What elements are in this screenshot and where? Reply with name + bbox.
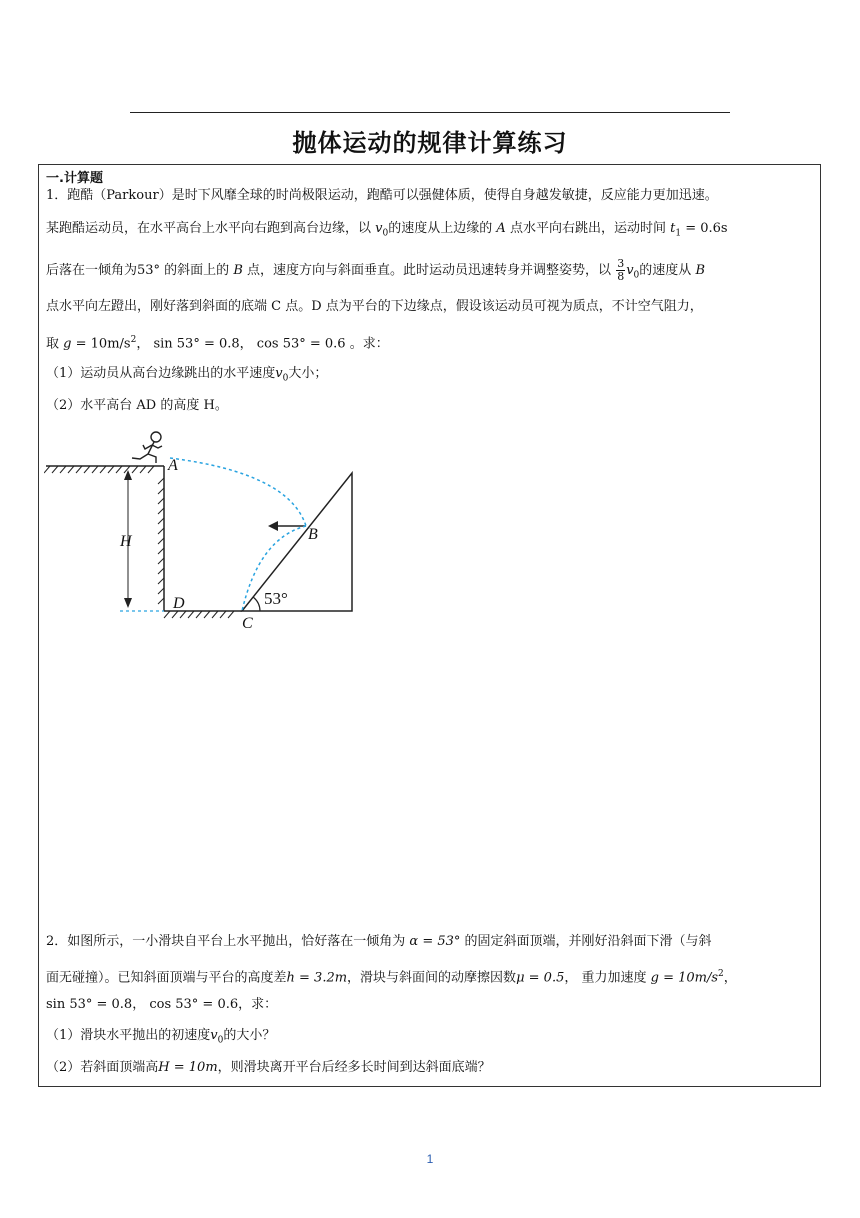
label-D: D — [173, 595, 185, 612]
q2-line-2: 面无碰撞）。已知斜面顶端与平台的高度差h = 3.2m，滑块与斜面间的动摩擦因数μ = 0.5， 重力加速度 $g = 10m/s^2$， — [46, 969, 737, 986]
q1-line-2: 某跑酷运动员，在水平高台上水平向右跑到高台边缘，以 $v_0$的速度从上边缘的 A 点水平向右跳出，运动时间 $t_1 = 0.6s$ — [46, 221, 728, 239]
q1-part-1: （1）运动员从高台边缘跳出的水平速度$v_0$大小； — [46, 366, 328, 384]
label-A: A — [168, 457, 178, 474]
runner-figure — [132, 432, 162, 463]
label-B: B — [308, 526, 318, 543]
header-rule — [130, 112, 730, 113]
section-heading: 一.计算题 — [46, 171, 103, 186]
q1-line-3: 后落在一倾角为53° 的斜面上的 B 点，速度方向与斜面垂直。此时运动员迅速转身并调整姿势，以 $\frac{3}{8}$ $v_0$的速度从 B — [46, 257, 705, 283]
page-title: 抛体运动的规律计算练习 — [292, 129, 568, 157]
parkour-diagram — [44, 428, 364, 633]
q2-line-3: sin 53° = 0.8， cos 53° = 0.6，求： — [46, 997, 278, 1012]
q2-part-2: （2）若斜面顶端高H = 10m，则滑块离开平台后经多长时间到达斜面底端？ — [46, 1060, 491, 1075]
angle-label: 53° — [264, 589, 288, 608]
label-C: C — [242, 615, 253, 632]
q2-part-1: （1）滑块水平抛出的初速度$v_0$的大小？ — [46, 1028, 276, 1046]
q1-line-4: 点水平向左蹬出，刚好落到斜面的底端 C 点。D 点为平台的下边缘点，假设该运动员可视为质点，不计空气阻力， — [46, 299, 703, 314]
q1-part-2: （2）水平高台 AD 的高度 H。 — [46, 398, 228, 413]
page-number: 1 — [426, 1152, 434, 1166]
q1-line-5: 取 $g = 10m/s^2$， sin 53° = 0.8， cos 53° = 0.6 。求： — [46, 335, 389, 352]
q1-line-1: 1．跑酷（Parkour）是时下风靡全球的时尚极限运动，跑酷可以强健体质，使得自身越发敏捷，反应能力更加迅速。 — [46, 188, 718, 203]
label-H: H — [120, 533, 132, 550]
q2-line-1: 2．如图所示，一小滑块自平台上水平抛出，恰好落在一倾角为 α = 53° 的固定斜面顶端，并刚好沿斜面下滑（与斜 — [46, 934, 712, 949]
